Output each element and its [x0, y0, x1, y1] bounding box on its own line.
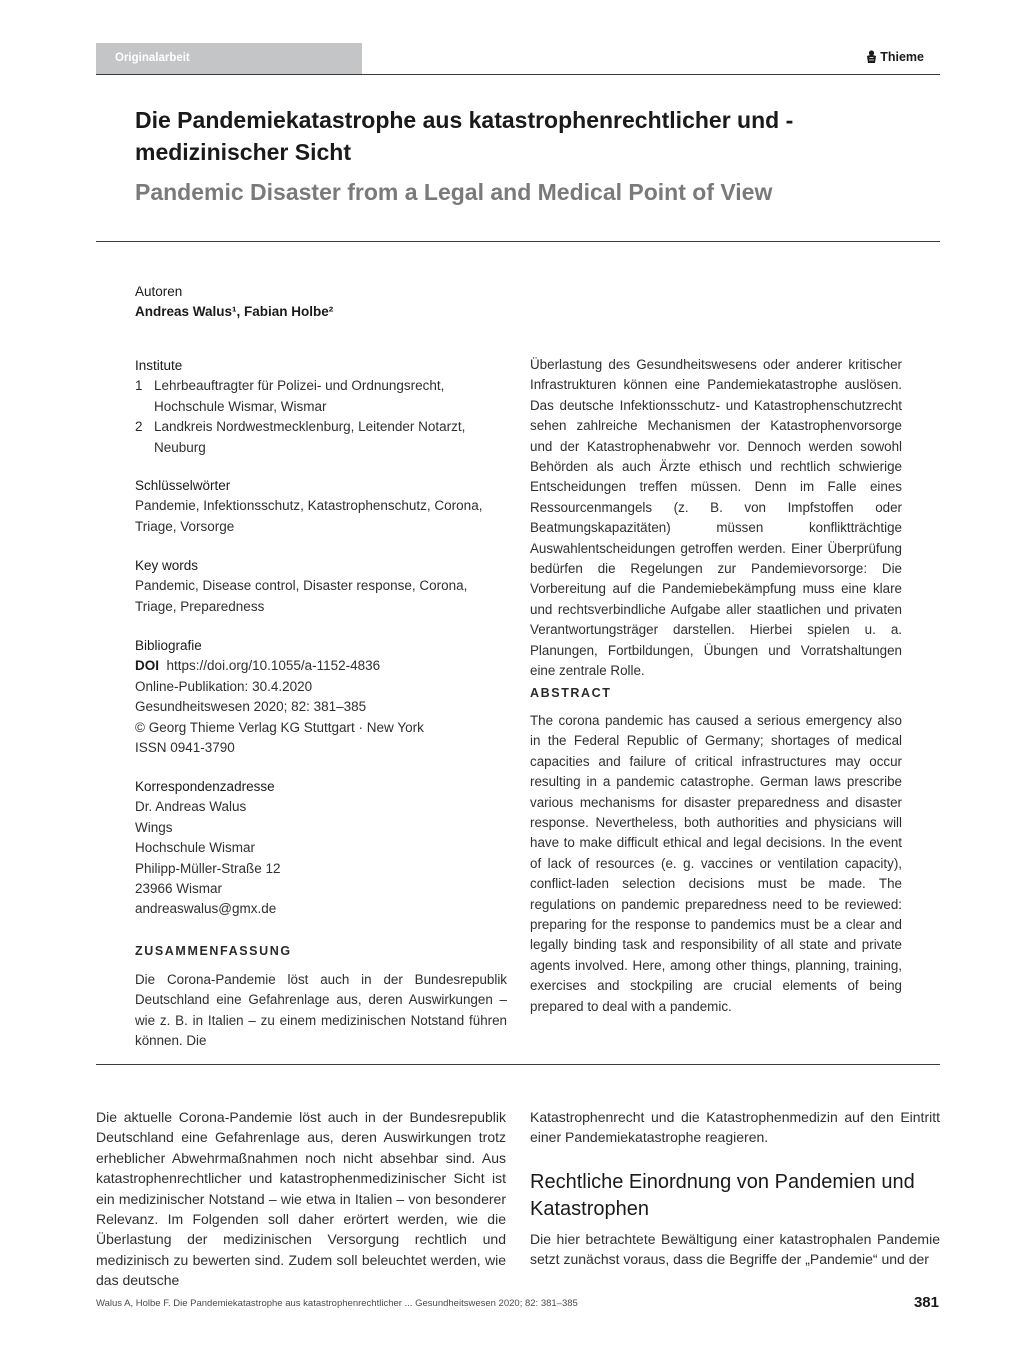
address-line: Dr. Andreas Walus	[135, 799, 247, 815]
doi-link[interactable]: https://doi.org/10.1055/a-1152-4836	[166, 658, 381, 674]
publisher-logo	[866, 47, 924, 67]
schluesselwoerter-label: Schlüsselwörter	[135, 478, 231, 493]
title-rule	[96, 241, 940, 242]
zusammenfassung-heading: ZUSAMMENFASSUNG	[135, 944, 292, 958]
address-line: Philipp-Müller-Straße 12	[135, 860, 281, 876]
institute-number: 2	[135, 419, 143, 435]
abstract-heading: ABSTRACT	[530, 686, 612, 700]
section-paragraph: Die hier betrachtete Bewältigung einer katastrophalen Pandemie setzt zunächst voraus, dass die Begriffe der „Pandemie“ und der	[530, 1231, 940, 1268]
doi-label: DOI	[135, 658, 160, 674]
address-line: Hochschule Wismar	[135, 840, 256, 856]
address-line: 23966 Wismar	[135, 881, 223, 897]
keywords-block	[135, 556, 480, 617]
thieme-emblem-icon	[866, 50, 877, 64]
publisher-name: Thieme	[880, 50, 924, 64]
keywords-label: Key words	[135, 558, 199, 573]
zusammenfassung-text-part1: Die Corona-Pandemie löst auch in der Bundesrepublik Deutschland eine Gefahrenlage aus, deren Auswirkungen – wie z. B. in Italien – zu einem medizinischen Notstand führen können. Die	[135, 972, 507, 1049]
institute-text: Lehrbeauftragter für Polizei- und Ordnungsrecht, Hochschule Wismar, Wismar	[154, 378, 445, 414]
schluesselwoerter-block	[135, 476, 500, 537]
authors-block	[135, 282, 510, 323]
institute-number: 1	[135, 378, 143, 394]
address-line: Wings	[135, 819, 173, 835]
journal-reference: Gesundheitswesen 2020; 82: 381–385	[135, 699, 367, 715]
issn: ISSN 0941-3790	[135, 740, 235, 756]
intro-paragraph-continued: Katastrophenrecht und die Katastrophenmedizin auf den Eintritt einer Pandemiekatastrophe reagieren.	[530, 1109, 940, 1146]
intro-paragraph: Die aktuelle Corona-Pandemie löst auch in der Bundesrepublik Deutschland eine Gefahrenlage aus, deren Auswirkungen trotz erheblicher Abwehrmaßnahmen noch nicht absehbar sind. Aus katastrophenrechtlicher und katastrophenmedizinischer Sicht ist ein medizinischer Notstand – wie etwa in Italien – von besonderer Relevanz. Im Folgenden soll daher erörtert werden, wie die Überlastung der medizinischen Versorgung rechtlich und medizinisch zu bewerten sind. Zudem soll beleuchtet werden, wie das deutsche	[96, 1109, 506, 1289]
section-label: Originalarbeit	[96, 43, 362, 74]
schluesselwoerter-text: Pandemie, Infektionsschutz, Katastrophenschutz, Corona, Triage, Vorsorge	[135, 498, 483, 534]
korrespondenz-label: Korrespondenzadresse	[135, 779, 275, 794]
article-title-german: Die Pandemiekatastrophe aus katastrophenrechtlicher und -medizinischer Sicht	[135, 107, 794, 165]
institutes-block	[135, 356, 510, 458]
abstract-text: The corona pandemic has caused a serious emergency also in the Federal Republic of Germany; shortages of medical capacities and failure of critical infrastructures may occur resulting in a pandemic catastrophe. German laws prescribe various mechanisms for disaster preparedness and disaster response. Nevertheless, both authorities and physicians will have to make difficult ethical and legal decisions. In the event of lack of resources (e. g. vaccines or ventilation capacity), conflict-laden selection decisions must be made. The regulations on pandemic preparedness need to be reviewed: preparing for the response to pandemics must be a clear and legally binding task and responsibility of all state and private agents involved. Here, among other things, planning, training, exercises and stockpiling are crucial elements of being prepared to deal with a pandemic.	[530, 713, 902, 1014]
authors-label: Autoren	[135, 284, 183, 299]
institute-item	[135, 376, 510, 417]
bibliografie-label: Bibliografie	[135, 638, 202, 653]
korrespondenz-block	[135, 777, 510, 920]
zusammenfassung-text-part2: Überlastung des Gesundheitswesens oder anderer kritischer Infrastrukturen können eine Pandemiekatastrophe auslösen. Das deutsche Infektionsschutz- und Katastrophenschutzrecht sehen zahlreiche Mechanismen der Katastrophenvorsorge und der Katastrophenabwehr vor. Dennoch werden sowohl Behörden als auch Ärzte ethisch und rechtlich schwierige Entscheidungen treffen müssen. Denn im Falle eines Ressourcenmangels (z. B. von Impfstoffen oder Beatmungskapazitäten) müssen konfliktträchtige Auswahlentscheidungen getroffen werden. Einer Überprüfung bedürfen die Regelungen zur Pandemievorsorge: Die Vorbereitung auf die Pandemiebekämpfung muss eine klare und rechtsverbindliche Aufgabe aller staatlichen und privaten Verantwortungsträger darstellen. Hierbei spielen u. a. Planungen, Fortbildungen, Übungen und Vorratshaltungen eine zentrale Rolle.	[530, 357, 902, 679]
keywords-text: Pandemic, Disease control, Disaster response, Corona, Triage, Preparedness	[135, 578, 468, 614]
section-heading: Rechtliche Einordnung von Pandemien und Katastrophen	[530, 1171, 915, 1220]
online-publication: Online-Publikation: 30.4.2020	[135, 678, 313, 694]
institute-text: Landkreis Nordwestmecklenburg, Leitender Notarzt, Neuburg	[154, 419, 466, 455]
authors-names: Andreas Walus¹, Fabian Holbe²	[135, 304, 334, 320]
footer-citation: Walus A, Holbe F. Die Pandemiekatastrophe aus katastrophenrechtlicher ... Gesundheitswesen 2020; 82: 381–385	[96, 1298, 578, 1309]
bibliografie-block	[135, 636, 510, 758]
institutes-list	[135, 376, 510, 458]
abstract-rule	[96, 1064, 940, 1065]
institutes-label: Institute	[135, 358, 183, 373]
copyright-line: © Georg Thieme Verlag KG Stuttgart · New York	[135, 719, 424, 735]
institute-item	[135, 417, 510, 458]
email-link[interactable]: andreaswalus@gmx.de	[135, 901, 277, 917]
article-title-english: Pandemic Disaster from a Legal and Medical Point of View	[135, 179, 773, 205]
page-number: 381	[913, 1294, 939, 1311]
header-rule	[96, 74, 940, 75]
